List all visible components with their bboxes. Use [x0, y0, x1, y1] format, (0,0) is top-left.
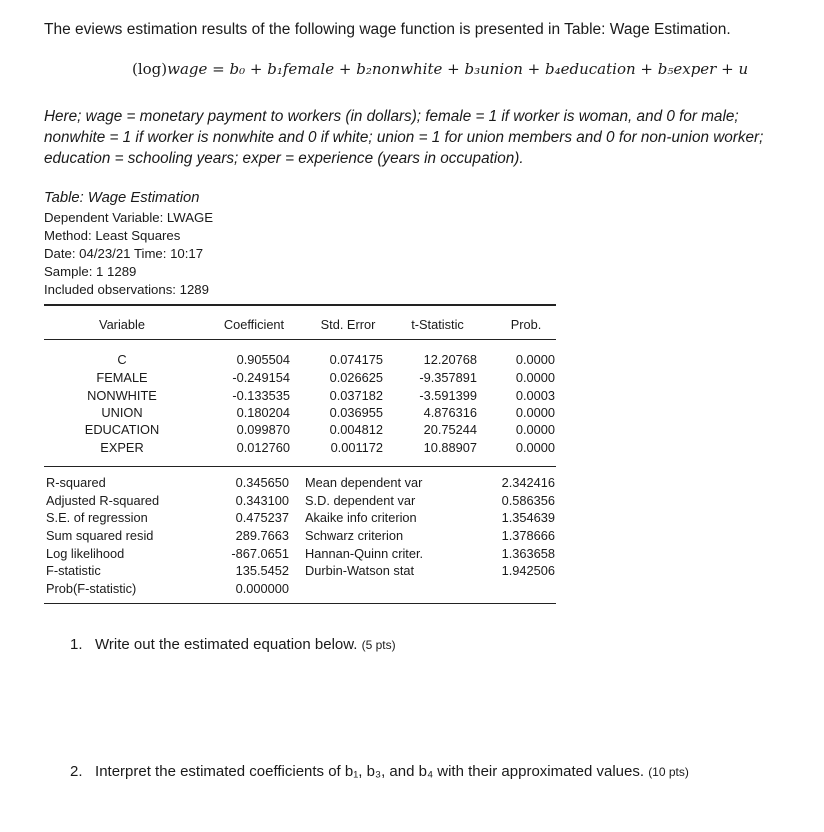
row-prob: 0.0000	[515, 352, 555, 367]
header-std-error: Std. Error	[320, 317, 376, 332]
stat-label: Adjusted R-squared	[46, 493, 160, 508]
table-mid-rule	[44, 466, 556, 467]
question-number: 1.	[70, 636, 83, 653]
row-std-error: 0.004812	[329, 422, 383, 437]
row-std-error: 0.001172	[330, 440, 383, 455]
stat-value-2: 2.342416	[501, 475, 555, 490]
intro-text: The eviews estimation results of the following wage function is presented in Table: Wage Estimation.	[44, 21, 731, 38]
header-variable: Variable	[98, 317, 145, 332]
equation-log-prefix: (log)	[132, 60, 168, 78]
row-prob: 0.0000	[515, 422, 555, 437]
row-prob: 0.0000	[515, 440, 555, 455]
stat-value: 0.000000	[235, 581, 289, 596]
row-t-statistic: 4.876316	[423, 405, 477, 420]
row-coefficient: -0.133535	[232, 388, 290, 403]
row-coefficient: -0.249154	[232, 370, 290, 385]
row-variable: NONWHITE	[87, 388, 157, 403]
stat-value-2: 1.378666	[501, 528, 555, 543]
row-t-statistic: 12.20768	[423, 352, 477, 367]
meta-method: Method: Least Squares	[44, 228, 181, 243]
row-t-statistic: 20.75244	[423, 422, 477, 437]
question-1	[70, 636, 396, 653]
row-coefficient: 0.099870	[236, 422, 290, 437]
stat-value: 289.7663	[235, 528, 289, 543]
row-variable: C	[117, 352, 127, 367]
stat-label: S.E. of regression	[46, 510, 148, 525]
meta-sample: Sample: 1 1289	[44, 264, 137, 279]
question-text: Write out the estimated equation below.	[95, 636, 358, 653]
stat-label: Log likelihood	[46, 546, 125, 561]
row-variable: EDUCATION	[84, 422, 160, 437]
row-variable: EXPER	[100, 440, 144, 455]
table-header-rule	[44, 339, 556, 340]
table-bottom-rule	[44, 603, 556, 604]
meta-date-time: Date: 04/23/21 Time: 10:17	[44, 246, 204, 261]
stat-value: -867.0651	[231, 546, 289, 561]
meta-dependent-variable: Dependent Variable: LWAGE	[44, 210, 214, 225]
question-points: (5 pts)	[361, 638, 396, 652]
header-prob: Prob.	[510, 317, 542, 332]
stat-label-2: S.D. dependent var	[305, 493, 416, 508]
row-prob: 0.0000	[515, 405, 555, 420]
question-2	[70, 763, 689, 780]
row-prob: 0.0000	[515, 370, 555, 385]
stat-label: Sum squared resid	[46, 528, 154, 543]
row-variable: UNION	[101, 405, 143, 420]
stat-label-2: Schwarz criterion	[305, 528, 404, 543]
stat-value-2: 1.942506	[501, 563, 555, 578]
stat-value: 0.475237	[235, 510, 289, 525]
stat-label-2: Mean dependent var	[305, 475, 423, 490]
table-top-rule	[44, 304, 556, 306]
stat-value-2: 1.354639	[501, 510, 555, 525]
row-coefficient: 0.012760	[236, 440, 290, 455]
table-caption: Table: Wage Estimation	[44, 190, 200, 206]
row-std-error: 0.036955	[329, 405, 383, 420]
wage-equation	[132, 60, 748, 78]
row-coefficient: 0.905504	[236, 352, 290, 367]
stat-label-2: Akaike info criterion	[305, 510, 417, 525]
meta-observations: Included observations: 1289	[44, 282, 209, 297]
stat-label: R-squared	[46, 475, 106, 490]
stat-label-2: Hannan-Quinn criter.	[305, 546, 424, 561]
stat-label-2: Durbin-Watson stat	[305, 563, 415, 578]
header-t-statistic: t-Statistic	[411, 317, 464, 332]
stat-label: F-statistic	[46, 563, 101, 578]
stat-value: 135.5452	[235, 563, 289, 578]
row-coefficient: 0.180204	[236, 405, 290, 420]
question-text: Interpret the estimated coefficients of b₁, b₃, and b₄ with their approximated values.	[95, 763, 645, 780]
equation-body: wage = b₀ + b₁female + b₂nonwhite + b₃union + b₄education + b₅exper + u	[167, 60, 749, 78]
row-std-error: 0.037182	[329, 388, 383, 403]
row-t-statistic: -3.591399	[419, 388, 477, 403]
stat-value-2: 1.363658	[501, 546, 555, 561]
question-points: (10 pts)	[648, 765, 689, 779]
header-coefficient: Coefficient	[223, 317, 285, 332]
stat-value: 0.345650	[235, 475, 289, 490]
row-variable: FEMALE	[96, 370, 148, 385]
question-number: 2.	[70, 763, 83, 780]
variable-definitions: Here; wage = monetary payment to workers (in dollars); female = 1 if worker is woman, and 0 for male; nonwhite = 1 if worker is nonwhite and 0 if white; union = 1 for union members and 0 for non-union worker; education = schooling years; exper = experience (years in occupation).	[44, 108, 764, 167]
row-t-statistic: 10.88907	[423, 440, 477, 455]
stat-value-2: 0.586356	[501, 493, 555, 508]
stat-label: Prob(F-statistic)	[46, 581, 137, 596]
row-prob: 0.0003	[515, 388, 555, 403]
row-t-statistic: -9.357891	[419, 370, 477, 385]
row-std-error: 0.074175	[329, 352, 383, 367]
row-std-error: 0.026625	[329, 370, 383, 385]
stat-value: 0.343100	[235, 493, 289, 508]
